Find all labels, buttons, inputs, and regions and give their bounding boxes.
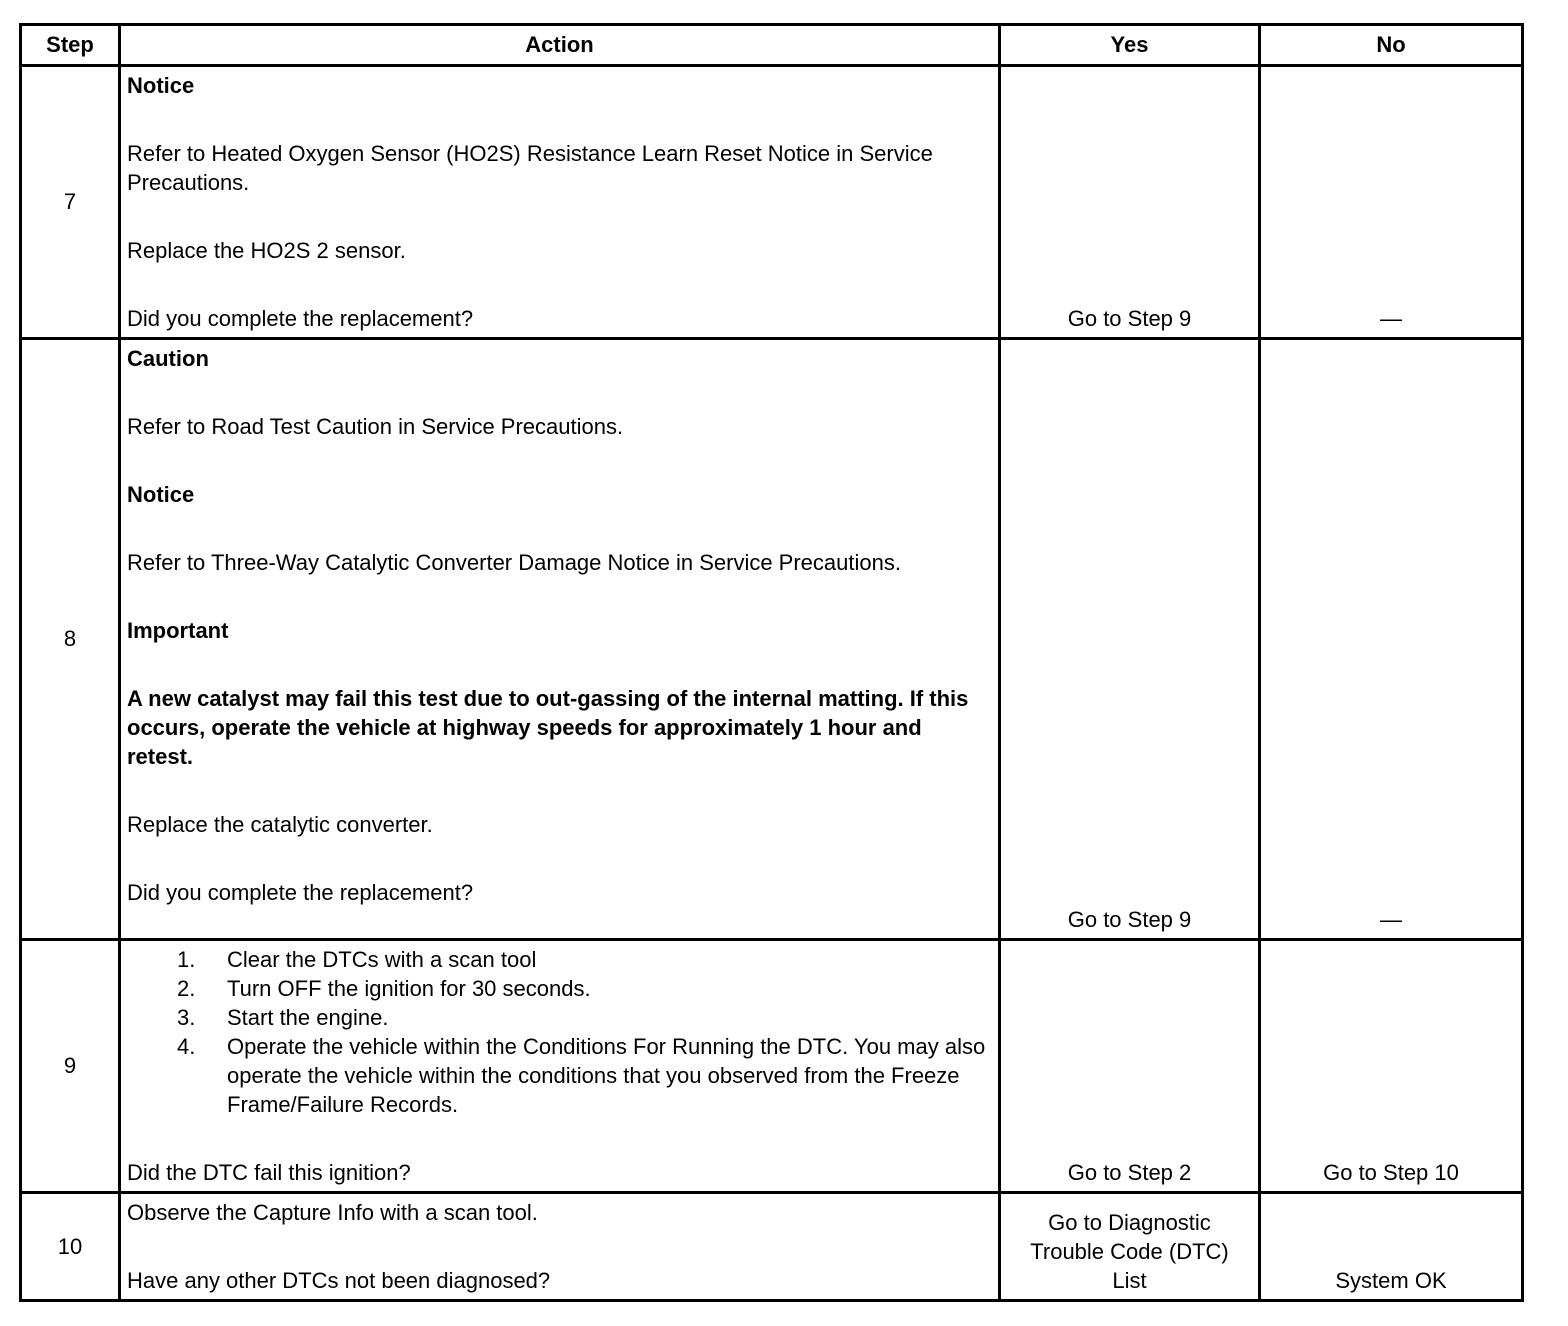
header-step: Step bbox=[21, 25, 120, 66]
header-action: Action bbox=[120, 25, 1000, 66]
caution-heading: Caution bbox=[127, 346, 209, 371]
yes-text: Go to Diagnostic Trouble Code (DTC) List bbox=[1030, 1210, 1229, 1293]
action-cell bbox=[120, 940, 1000, 1193]
list-number: 2. bbox=[177, 976, 196, 1001]
list-item bbox=[127, 1032, 988, 1119]
action-text: Refer to Three-Way Catalytic Converter Damage Notice in Service Precautions. bbox=[127, 550, 901, 575]
list-number: 3. bbox=[177, 1005, 196, 1030]
action-cell bbox=[120, 66, 1000, 339]
action-question: Did the DTC fail this ignition? bbox=[127, 1160, 411, 1185]
step-number: 8 bbox=[21, 339, 120, 940]
list-text: Start the engine. bbox=[227, 1005, 389, 1030]
action-text: Replace the HO2S 2 sensor. bbox=[127, 238, 406, 263]
notice-heading: Notice bbox=[127, 73, 195, 98]
diagnostic-table bbox=[19, 23, 1524, 1302]
list-text: Turn OFF the ignition for 30 seconds. bbox=[227, 976, 591, 1001]
procedure-list bbox=[127, 945, 988, 1119]
table-row-step-9 bbox=[21, 940, 1523, 1193]
action-text: Observe the Capture Info with a scan tool. bbox=[127, 1200, 538, 1225]
no-text: Go to Step 10 bbox=[1323, 1160, 1459, 1185]
no-result bbox=[1260, 66, 1523, 339]
list-number: 1. bbox=[177, 947, 196, 972]
header-no: No bbox=[1260, 25, 1523, 66]
action-question: Did you complete the replacement? bbox=[127, 306, 474, 331]
step-number: 10 bbox=[21, 1193, 120, 1301]
action-question: Did you complete the replacement? bbox=[127, 880, 474, 905]
notice-heading: Notice bbox=[127, 482, 195, 507]
no-text: — bbox=[1380, 306, 1402, 331]
no-result bbox=[1260, 1193, 1523, 1301]
action-text: Refer to Heated Oxygen Sensor (HO2S) Resistance Learn Reset Notice in Service Precautions. bbox=[127, 141, 933, 195]
no-result bbox=[1260, 339, 1523, 940]
table-row-step-8 bbox=[21, 339, 1523, 940]
important-text: A new catalyst may fail this test due to out-gassing of the internal matting. If this occurs, operate the vehicle at highway speeds for approximately 1 hour and retest. bbox=[127, 686, 969, 769]
yes-text: Go to Step 9 bbox=[1067, 907, 1192, 932]
yes-result bbox=[1000, 940, 1260, 1193]
header-row bbox=[21, 25, 1523, 66]
step-number: 7 bbox=[21, 66, 120, 339]
list-item bbox=[127, 1003, 988, 1032]
list-text: Clear the DTCs with a scan tool bbox=[227, 947, 537, 972]
action-question: Have any other DTCs not been diagnosed? bbox=[127, 1268, 551, 1293]
action-cell bbox=[120, 339, 1000, 940]
action-cell bbox=[120, 1193, 1000, 1301]
list-item bbox=[127, 974, 988, 1003]
list-text: Operate the vehicle within the Conditions For Running the DTC. You may also operate the vehicle within the conditions that you observed from the Freeze Frame/Failure Records. bbox=[227, 1034, 986, 1117]
important-heading: Important bbox=[127, 618, 229, 643]
no-result bbox=[1260, 940, 1523, 1193]
no-text: System OK bbox=[1335, 1268, 1447, 1293]
table-row-step-10 bbox=[21, 1193, 1523, 1301]
no-text: — bbox=[1380, 907, 1402, 932]
list-number: 4. bbox=[177, 1034, 196, 1059]
table-row-step-7 bbox=[21, 66, 1523, 339]
yes-result bbox=[1000, 1193, 1260, 1301]
action-text: Refer to Road Test Caution in Service Precautions. bbox=[127, 414, 624, 439]
yes-text: Go to Step 9 bbox=[1067, 306, 1192, 331]
yes-result bbox=[1000, 339, 1260, 940]
header-yes: Yes bbox=[1000, 25, 1260, 66]
list-item bbox=[127, 945, 988, 974]
yes-text: Go to Step 2 bbox=[1067, 1160, 1192, 1185]
yes-result bbox=[1000, 66, 1260, 339]
step-number: 9 bbox=[21, 940, 120, 1193]
action-text: Replace the catalytic converter. bbox=[127, 812, 433, 837]
